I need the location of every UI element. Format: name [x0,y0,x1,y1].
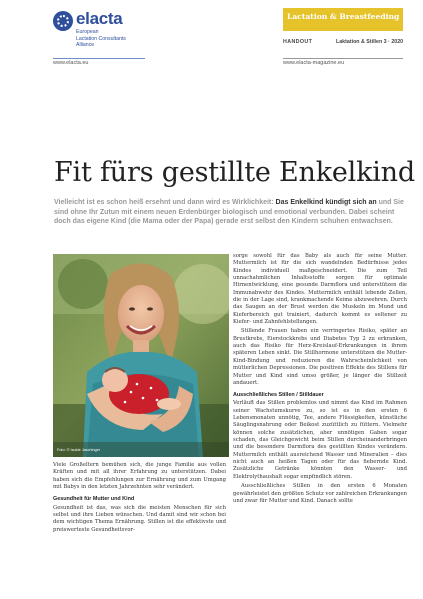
url-left[interactable]: www.elacta.eu [53,60,89,66]
header-rule-right [283,58,403,59]
lead-part: und Sie sind ohne Ihr Zutun mit einem neuen Erdenbürger biologisch und emotional verbunden. Dabei scheint doch das eigene Kind (die Mama oder der Papa) gerade erst selbst den Kindern schuhen entwachsen. [54,199,404,225]
paragraph: Viele Großeltern bemühen sich, die junge Familie aus vollen Kräften und mit all ihrer Erfahrung zu unterstützen. Dabei haben sich die Empfehlungen zur Ernährung und zum Umgang mit Babys in den letzten Jahrzehnten sehr verändert. [53,462,226,491]
article-title: Fit fürs gestillte Enkelkind [54,157,415,188]
grandmother-baby-photo [53,254,229,457]
logo-subtitle-line: European [76,29,99,35]
photo-credit: Foto: © Isolde Jaschinger [57,448,101,452]
section-heading: Gesundheit für Mutter und Kind [53,496,135,503]
lead-highlight: Das Enkelkind kündigt sich an [275,199,377,206]
paragraph: Stillende Frauen haben ein verringertes Risiko, später an Brustkrebs, Eierstockkrebs und Diabetes Typ 2 zu erkranken, auch das Risiko für Herz-Kreislauf-Erkrankungen in ihrem späteren Leben sinkt. Die Stillhormone unterstützen die Mutter-Kind-Bindung und reduzieren die Wahrscheinlichkeit von mütterlichen Depressionen. Die positiven Effekte des Stillens für Mutter und Kind sind umso größer, je länger die Stillzeit andauert. [233,328,407,386]
url-right[interactable]: www.elacta-magazine.eu [283,60,345,66]
logo-subtitle [76,29,146,49]
paragraph: Verläuft das Stillen problemlos und nimmt das Kind im Rahmen seiner Wachstumskurve zu, so ist es in den ersten 6 Lebensmonaten unnötig, Tee, andere Flüssigkeiten, künstliche Säuglingsnahrung oder Beikost zuzüttlich zu füttern. Vielmehr können solche zusätzlichen, aber unnötigen Gaben sogar schaden, das Gleichgewicht beim Stillen durcheinanderbringen und die besondere Darmflora des gestillten Kindes verändern. Muttermilch enthält ausreichend Wasser und Mineralien – dies nicht auch an heißen Tagen oder für das fiebernde Kind. Zusätzliche Getränke könnten den Wasser- und Elektrolythaushalt sogar empfindlich stören. [233,400,407,480]
logo-wordmark: elacta [76,9,123,28]
paragraph: Gesundheit ist das, was sich die meisten Menschen für sich selbst und ihre Lieben wünschen. Und damit sind wir schon bei dem wichtigen Thema Ernährung. Stillen ist die effektivste und preiswerteste Gesundheitsvor- [53,504,226,533]
issue-label: Laktation & Stillen 3 · 2020 [336,39,404,45]
paragraph: Ausschließliches Stillen in den ersten 6 Monaten gewährleistet den größten Schutz vor zahlreichen Erkrankungen und zwar für Mutter und Kind. Danach sollte [233,483,407,504]
header-rule-left [53,58,145,59]
section-heading: Ausschließliches Stillen / Stilldauer [233,392,324,399]
handout-label: HANDOUT [283,39,313,45]
left-column [53,462,226,536]
logo-subtitle-line: Lactation Consultants [76,35,126,42]
lead-part: Vielleicht ist es schon heiß ersehnt und dann wird es Wirklichkeit: [54,199,276,206]
paragraph: sorge sowohl für das Baby als auch für seine Mutter. Muttermilch ist für die sich wandelnden Bedürfnisse jedes Kindes individuell maßgeschneidert. Die zum Teil unnachahmlichen Inhaltsstoffe sorgen für optimale Hirnentwicklung, eine gesunde Darmflora und unterstützen die Immunabwehr des Kindes. Muttermilch enthält lebende Zellen, die in der Lage sind, krankmachende Keime abzuwehren. Durch das Saugen an der Brust werden die Muskeln im Mund und Kieferbereich gut trainiert, dadurch kommt es seltener zu Kiefer- und Zahnfehlstellungen. [233,253,407,326]
magazine-banner-title: Lactation & Breastfeeding [287,12,400,21]
right-column [233,253,407,507]
article-lead [54,198,406,227]
elacta-logo-icon [53,11,73,31]
logo-subtitle-line: Alliance [76,42,95,48]
